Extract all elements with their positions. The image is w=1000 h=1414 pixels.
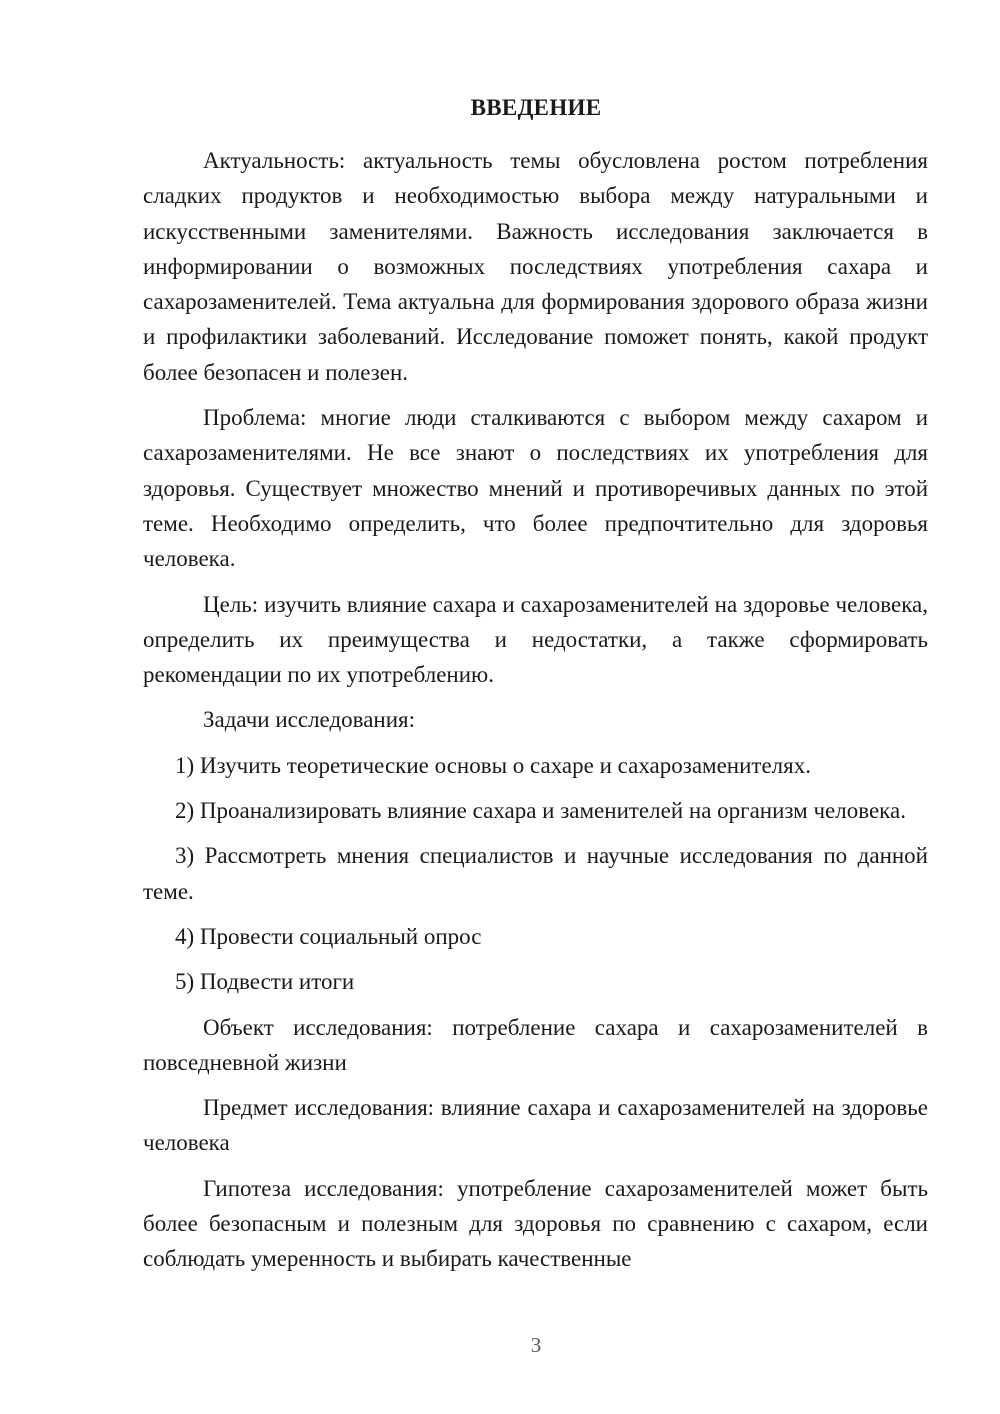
page-number: 3 — [530, 1333, 542, 1357]
paragraph-hypothesis: Гипотеза исследования: употребление сахарозаменителей может быть более безопасным и полезным для здоровья по сравнению с сахаром, если соблюдать умеренность и выбирать качественные — [143, 1175, 928, 1272]
document-body — [143, 143, 928, 1287]
paragraph-problem: Проблема: многие люди сталкиваются с выбором между сахаром и сахарозаменителями. Не все знают о последствиях их употребления для здоровья. Существует множество мнений и противоречивых данных по этой теме. Необходимо определить, что более предпочтительно для здоровья человека. — [143, 405, 928, 572]
task-item-5: 5) Подвести итоги — [175, 969, 355, 995]
paragraph-relevance: Актуальность: актуальность темы обусловлена ростом потребления сладких продуктов и необходимостью выбора между натуральными и искусственными заменителями. Важность исследования заключается в информировании о возможных последствиях употребления сахара и сахарозаменителей. Тема актуальна для формирования здорового образа жизни и профилактики заболеваний. Исследование поможет понять, какой продукт более безопасен и полезен. — [143, 148, 928, 385]
page-title: ВВЕДЕНИЕ — [470, 95, 602, 120]
task-item-4: 4) Провести социальный опрос — [175, 923, 482, 949]
task-item-3: 3) Рассмотреть мнения специалистов и научные исследования по данной теме. — [143, 843, 928, 904]
task-item-2: 2) Проанализировать влияние сахара и заменителей на организм человека. — [175, 798, 906, 824]
task-item-1: 1) Изучить теоретические основы о сахаре и сахарозаменителях. — [175, 752, 811, 778]
paragraph-subject: Предмет исследования: влияние сахара и сахарозаменителей на здоровье человека — [143, 1095, 928, 1156]
tasks-heading: Задачи исследования: — [203, 707, 416, 733]
paragraph-goal: Цель: изучить влияние сахара и сахарозаменителей на здоровье человека, определить их преимущества и недостатки, а также сформировать рекомендации по их употреблению. — [143, 591, 928, 688]
paragraph-object: Объект исследования: потребление сахара и сахарозаменителей в повседневной жизни — [143, 1014, 928, 1075]
